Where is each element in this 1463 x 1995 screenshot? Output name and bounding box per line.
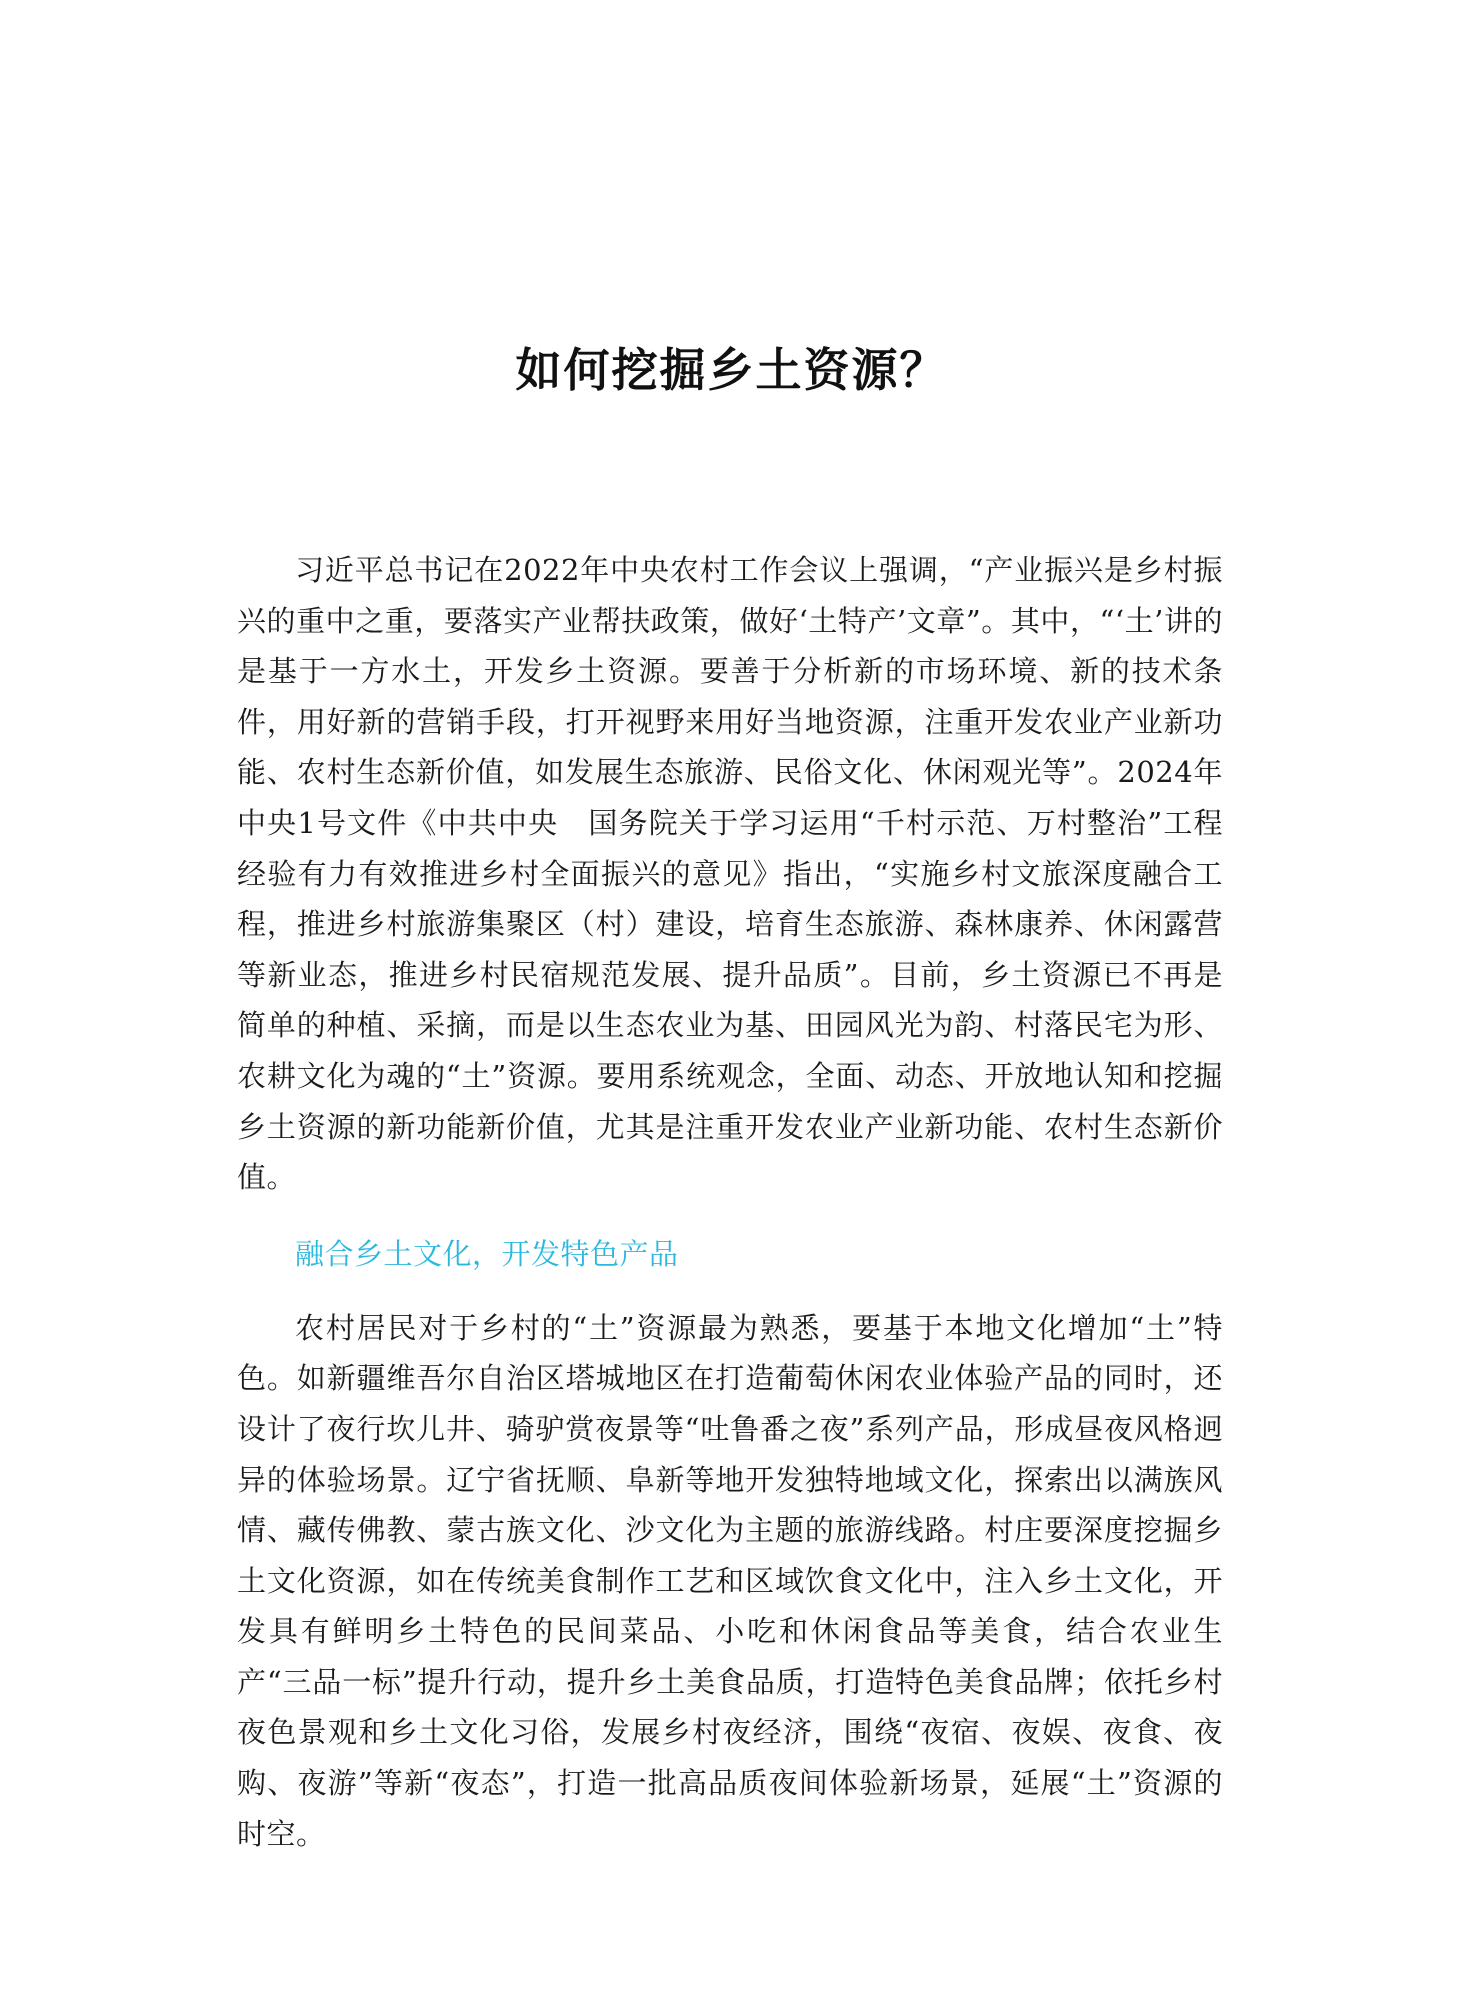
- section-heading: 融合乡土文化，开发特色产品: [295, 1236, 679, 1271]
- intro-paragraph: 习近平总书记在2022年中央农村工作会议上强调，“产业振兴是乡村振兴的重中之重，要落实产业帮扶政策，做好‘土特产’文章”。其中，“‘土’讲的是基于一方水土，开发乡土资源。要善于分析新的市场环境、新的技术条件，用好新的营销手段，打开视野来用好当地资源，注重开发农业产业新功能、农村生态新价值，如发展生态旅游、民俗文化、休闲观光等”。2024年中央1号文件《中共中央 国务院关于学习运用“千村示范、万村整治”工程经验有力有效推进乡村全面振兴的意见》指出，“实施乡村文旅深度融合工程，推进乡村旅游集聚区（村）建设，培育生态旅游、森林康养、休闲露营等新业态，推进乡村民宿规范发展、提升品质”。目前，乡土资源已不再是简单的种植、采摘，而是以生态农业为基、田园风光为韵、村落民宅为形、农耕文化为魂的“土”资源。要用系统观念，全面、动态、开放地认知和挖掘乡土资源的新功能新价值，尤其是注重开发农业产业新功能、农村生态新价值。: [237, 553, 1223, 1195]
- page-title: 如何挖掘乡土资源？: [515, 343, 948, 397]
- article-body: [237, 545, 1223, 1859]
- section-paragraph: 农村居民对于乡村的“土”资源最为熟悉，要基于本地文化增加“土”特色。如新疆维吾尔自治区塔城地区在打造葡萄休闲农业体验产品的同时，还设计了夜行坎儿井、骑驴赏夜景等“吐鲁番之夜”系列产品，形成昼夜风格迥异的体验场景。辽宁省抚顺、阜新等地开发独特地域文化，探索出以满族风情、藏传佛教、蒙古族文化、沙文化为主题的旅游线路。村庄要深度挖掘乡土文化资源，如在传统美食制作工艺和区域饮食文化中，注入乡土文化，开发具有鲜明乡土特色的民间菜品、小吃和休闲食品等美食，结合农业生产“三品一标”提升行动，提升乡土美食品质，打造特色美食品牌；依托乡村夜色景观和乡土文化习俗，发展乡村夜经济，围绕“夜宿、夜娱、夜食、夜购、夜游”等新“夜态”，打造一批高品质夜间体验新场景，延展“土”资源的时空。: [237, 1310, 1223, 1851]
